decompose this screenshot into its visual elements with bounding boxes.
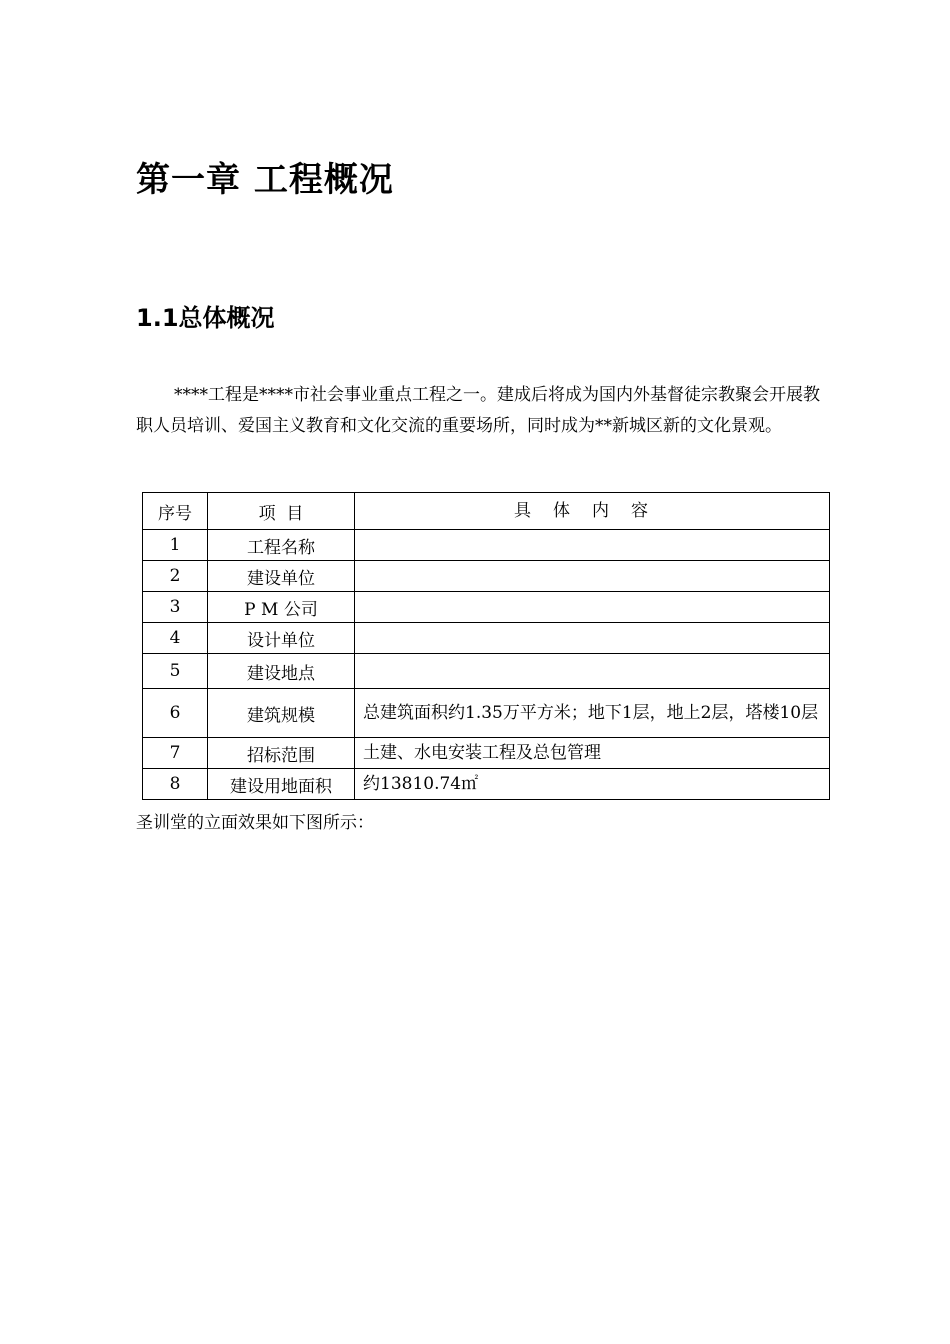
section-title: 1.1总体概况 bbox=[136, 304, 275, 332]
header-item: 项 目 bbox=[208, 493, 355, 530]
figure-caption: 圣训堂的立面效果如下图所示： bbox=[136, 813, 374, 833]
table-row bbox=[143, 769, 830, 800]
row-number: 4 bbox=[143, 623, 208, 654]
row-detail: 约13810.74㎡ bbox=[355, 769, 830, 800]
intro-paragraph: ****工程是****市社会事业重点工程之一。建成后将成为国内外基督徒宗教聚会开展教职人员培训、爱国主义教育和文化交流的重要场所，同时成为**新城区新的文化景观。 bbox=[136, 385, 820, 436]
row-number: 2 bbox=[143, 561, 208, 592]
row-item: 招标范围 bbox=[208, 738, 355, 769]
row-item: P M 公司 bbox=[208, 592, 355, 623]
row-item: 建设地点 bbox=[208, 654, 355, 689]
row-number: 3 bbox=[143, 592, 208, 623]
chapter-title: 第一章 工程概况 bbox=[136, 160, 394, 200]
row-number: 7 bbox=[143, 738, 208, 769]
row-number: 1 bbox=[143, 530, 208, 561]
row-number: 6 bbox=[143, 689, 208, 738]
row-detail bbox=[355, 561, 830, 592]
table-header-row bbox=[143, 493, 830, 530]
row-detail: 总建筑面积约1.35万平方米；地下1层，地上2层，塔楼10层 bbox=[355, 689, 830, 738]
table-row bbox=[143, 592, 830, 623]
row-item: 工程名称 bbox=[208, 530, 355, 561]
header-detail: 具体内容 bbox=[355, 493, 830, 530]
row-detail bbox=[355, 592, 830, 623]
row-number: 5 bbox=[143, 654, 208, 689]
table-row bbox=[143, 738, 830, 769]
header-number: 序号 bbox=[143, 493, 208, 530]
row-item: 建筑规模 bbox=[208, 689, 355, 738]
table-row bbox=[143, 623, 830, 654]
table-row bbox=[143, 530, 830, 561]
row-detail: 土建、水电安装工程及总包管理 bbox=[355, 738, 830, 769]
row-detail bbox=[355, 654, 830, 689]
project-overview-table bbox=[142, 492, 830, 800]
row-detail bbox=[355, 530, 830, 561]
row-item: 设计单位 bbox=[208, 623, 355, 654]
table-row bbox=[143, 689, 830, 738]
row-detail bbox=[355, 623, 830, 654]
row-item: 建设用地面积 bbox=[208, 769, 355, 800]
table-row bbox=[143, 561, 830, 592]
row-item: 建设单位 bbox=[208, 561, 355, 592]
table-row bbox=[143, 654, 830, 689]
row-number: 8 bbox=[143, 769, 208, 800]
